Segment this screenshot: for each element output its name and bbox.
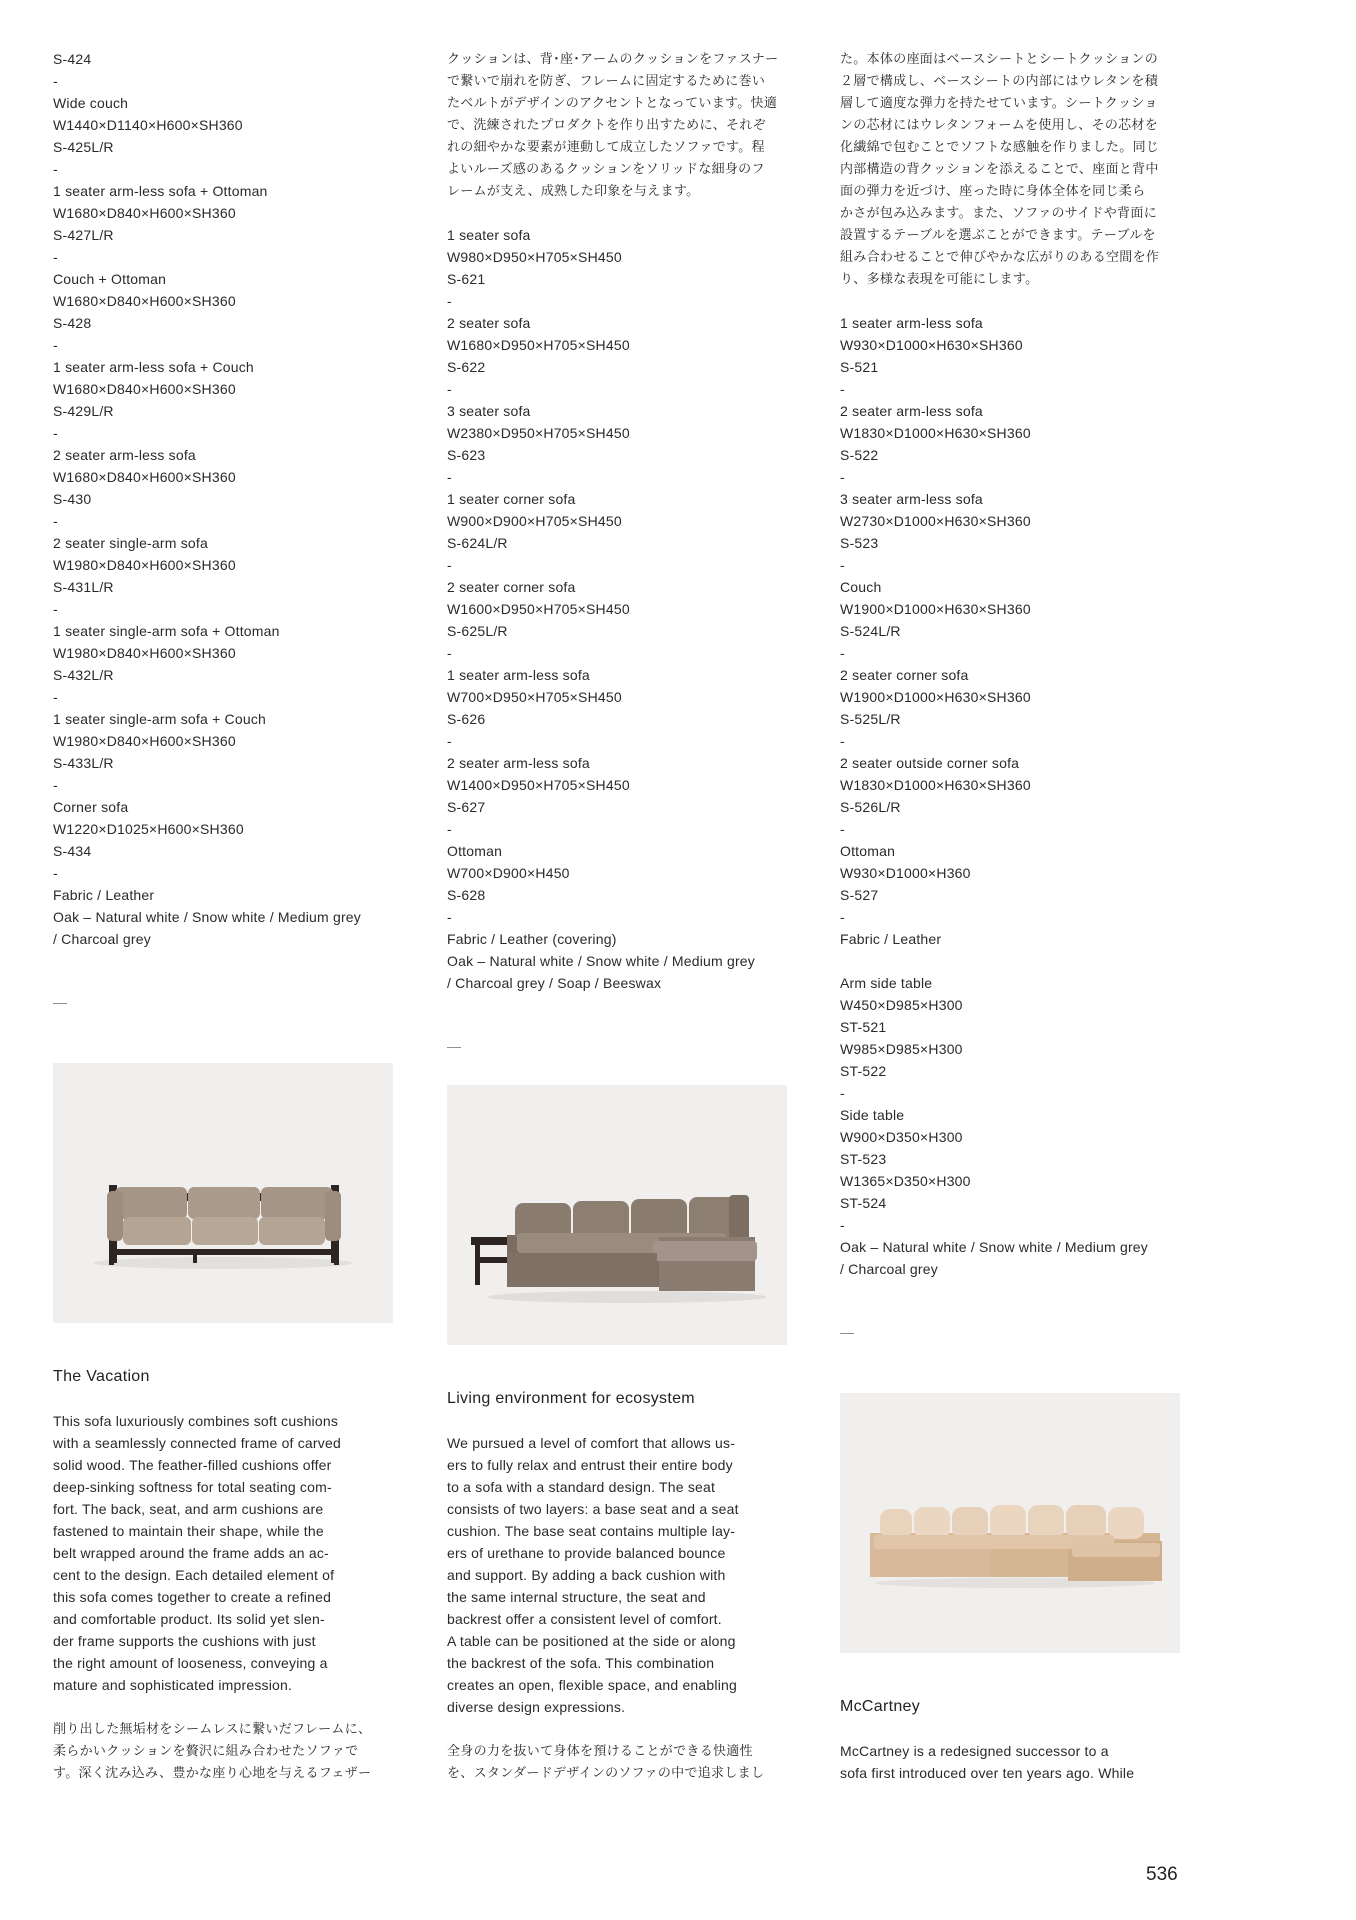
description-line: cushion. The base seat contains multiple lay- (447, 1523, 736, 1539)
spec-line: S-427L/R (53, 227, 114, 243)
spec-line: W1830×D1000×H630×SH360 (840, 425, 1031, 441)
spec-line: W985×D985×H300 (840, 1041, 963, 1057)
page-number: 536 (1146, 1864, 1178, 1885)
spec-line: - (53, 425, 58, 441)
spec-line: Fabric / Leather (840, 931, 942, 947)
description-line-jp: クッションは、背･座･アームのクッションをファスナー (447, 51, 779, 66)
spec-line: - (447, 733, 452, 749)
spec-line: S-522 (840, 447, 879, 463)
spec-line: - (447, 557, 452, 573)
table-spec-list (840, 972, 1185, 1280)
product-description (447, 1432, 792, 1784)
description-line: McCartney is a redesigned successor to a (840, 1743, 1109, 1759)
spec-line: W700×D950×H705×SH450 (447, 689, 622, 705)
description-line: This sofa luxuriously combines soft cushions (53, 1413, 339, 1429)
japanese-description (53, 1718, 398, 1784)
product-photo-mccartney (840, 1393, 1180, 1653)
spec-line: Ottoman (840, 843, 896, 859)
spec-line: S-433L/R (53, 755, 114, 771)
section-separator: — (840, 1324, 854, 1340)
description-line-jp: 削り出した無垢材をシームレスに繋いだフレームに、 (53, 1721, 372, 1736)
spec-line: - (840, 909, 845, 925)
spec-line: 2 seater corner sofa (840, 667, 969, 683)
spec-line: - (447, 909, 452, 925)
spec-line: - (447, 821, 452, 837)
spec-line: S-622 (447, 359, 486, 375)
spec-line: 2 seater sofa (447, 315, 531, 331)
spec-line: S-524L/R (840, 623, 901, 639)
product-title: Living environment for ecosystem (447, 1390, 695, 1407)
spec-line: ST-523 (840, 1151, 887, 1167)
spec-list (840, 312, 1185, 950)
spec-line: W1980×D840×H600×SH360 (53, 645, 236, 661)
description-line: the right amount of looseness, conveying a (53, 1655, 328, 1671)
spec-line: 1 seater corner sofa (447, 491, 576, 507)
description-line: fastened to maintain their shape, while the (53, 1523, 324, 1539)
spec-line: W1900×D1000×H630×SH360 (840, 601, 1031, 617)
spec-line: S-431L/R (53, 579, 114, 595)
spec-line: 1 seater arm-less sofa + Couch (53, 359, 254, 375)
description-line-jp: す。深く沈み込み、豊かな座り心地を与えるフェザー (53, 1765, 372, 1780)
spec-line: S-521 (840, 359, 879, 375)
spec-line: Oak – Natural white / Snow white / Medium grey (840, 1239, 1148, 1255)
spec-line: S-432L/R (53, 667, 114, 683)
spec-line: S-429L/R (53, 403, 114, 419)
description-line: creates an open, flexible space, and enabling (447, 1677, 737, 1693)
spec-line: Fabric / Leather (53, 887, 155, 903)
description-line-jp: かさが包み込みます。また、ソファのサイドや背面に (840, 205, 1157, 220)
japanese-description (447, 1740, 792, 1784)
spec-line: W1680×D840×H600×SH360 (53, 205, 236, 221)
spec-line: ST-522 (840, 1063, 887, 1079)
spec-line: - (840, 1217, 845, 1233)
spec-line: W1980×D840×H600×SH360 (53, 557, 236, 573)
spec-line: - (840, 733, 845, 749)
spec-line: Oak – Natural white / Snow white / Medium grey (53, 909, 361, 925)
description-line: A table can be positioned at the side or along (447, 1633, 736, 1649)
spec-line: 1 seater arm-less sofa (447, 667, 590, 683)
spec-list (447, 224, 792, 994)
spec-line: - (447, 293, 452, 309)
spec-line: Side table (840, 1107, 905, 1123)
description-line-jp: を、スタンダードデザインのソファの中で追求しまし (447, 1765, 765, 1780)
description-line: ers to fully relax and entrust their entire body (447, 1457, 733, 1473)
spec-line: S-627 (447, 799, 486, 815)
description-line-jp: よいルーズ感のあるクッションをソリッドな細身のフ (447, 161, 765, 176)
spec-line: / Charcoal grey / Soap / Beeswax (447, 975, 662, 991)
spec-line: W1600×D950×H705×SH450 (447, 601, 630, 617)
description-line-jp: 設置するテーブルを選ぶことができます。テーブルを (840, 227, 1156, 242)
spec-line: S-434 (53, 843, 92, 859)
spec-line: - (53, 777, 58, 793)
spec-line: W1900×D1000×H630×SH360 (840, 689, 1031, 705)
column-3 (840, 48, 1185, 1346)
spec-line: W930×D1000×H360 (840, 865, 971, 881)
spec-line: - (840, 381, 845, 397)
spec-line: 2 seater arm-less sofa (447, 755, 590, 771)
description-line-jp: 化繊綿で包むことでソフトな感触を作りました。同じ (840, 139, 1160, 154)
spec-line: 2 seater arm-less sofa (53, 447, 196, 463)
spec-line: - (840, 1085, 845, 1101)
spec-line: W900×D900×H705×SH450 (447, 513, 622, 529)
spec-line: W700×D900×H450 (447, 865, 570, 881)
description-line-jp: 全身の力を抜いて身体を預けることができる快適性 (447, 1743, 753, 1758)
spec-line: Wide couch (53, 95, 129, 111)
spec-line: W1980×D840×H600×SH360 (53, 733, 236, 749)
spec-line: W2380×D950×H705×SH450 (447, 425, 630, 441)
spec-line: W1680×D840×H600×SH360 (53, 469, 236, 485)
description-line-jp: ンの芯材にはウレタンフォームを使用し、その芯材を (840, 117, 1159, 132)
spec-line: 2 seater outside corner sofa (840, 755, 1020, 771)
description-line-jp: レームが支え、成熟した印象を与えます。 (447, 183, 700, 198)
description-line: cent to the design. Each detailed element of (53, 1567, 335, 1583)
spec-line: - (447, 381, 452, 397)
spec-line: 3 seater sofa (447, 403, 531, 419)
spec-line: ST-524 (840, 1195, 887, 1211)
spec-line: 1 seater arm-less sofa + Ottoman (53, 183, 268, 199)
description-line-jp: 層して適度な弾力を持たせています。シートクッショ (840, 95, 1158, 110)
description-line-jp: れの細やかな要素が連動して成立したソファです。程 (447, 139, 765, 154)
spec-line: S-624L/R (447, 535, 508, 551)
spec-line: W1365×D350×H300 (840, 1173, 971, 1189)
description-line: solid wood. The feather-filled cushions offer (53, 1457, 332, 1473)
description-line-jp: 面の弾力を近づけ、座った時に身体全体を同じ柔ら (840, 183, 1146, 198)
description-line: sofa first introduced over ten years ago. While (840, 1765, 1135, 1781)
product-description (840, 1740, 1185, 1784)
spec-line: S-527 (840, 887, 879, 903)
spec-line: S-526L/R (840, 799, 901, 815)
spec-line: S-628 (447, 887, 486, 903)
description-line: ers of urethane to provide balanced bounce (447, 1545, 726, 1561)
description-line: We pursued a level of comfort that allows us- (447, 1435, 736, 1451)
spec-line: 2 seater corner sofa (447, 579, 576, 595)
description-line-jp: 組み合わせることで伸びやかな広がりのある空間を作 (840, 249, 1160, 264)
english-description (53, 1410, 398, 1696)
description-line-jp: た。本体の座面はベースシートとシートクッションの (840, 51, 1159, 66)
product-title: McCartney (840, 1698, 921, 1715)
product-title: The Vacation (53, 1368, 150, 1385)
japanese-description-continued (840, 48, 1185, 290)
spec-line: W1680×D840×H600×SH360 (53, 293, 236, 309)
spec-line: - (53, 865, 58, 881)
spec-line: 2 seater arm-less sofa (840, 403, 983, 419)
spec-line: S-621 (447, 271, 486, 287)
spec-line: Corner sofa (53, 799, 129, 815)
spec-line: - (840, 557, 845, 573)
spec-line: Fabric / Leather (covering) (447, 931, 617, 947)
english-description (840, 1740, 1185, 1784)
spec-line: W1830×D1000×H630×SH360 (840, 777, 1031, 793)
description-line: backrest offer a consistent level of comfort. (447, 1611, 722, 1627)
description-line: consists of two layers: a base seat and a seat (447, 1501, 739, 1517)
spec-line: S-625L/R (447, 623, 508, 639)
section-separator: — (447, 1038, 461, 1054)
spec-line: Couch (840, 579, 882, 595)
description-line: deep-sinking softness for total seating com- (53, 1479, 332, 1495)
description-line: fort. The back, seat, and arm cushions are (53, 1501, 324, 1517)
description-line-jp: 柔らかいクッションを贅沢に組み合わせたソファで (53, 1743, 359, 1758)
spec-line: Oak – Natural white / Snow white / Medium grey (447, 953, 755, 969)
column-1 (53, 48, 398, 1016)
spec-line: - (447, 469, 452, 485)
spec-line: S-428 (53, 315, 92, 331)
description-line: this sofa comes together to create a refined (53, 1589, 332, 1605)
description-line-jp: で、洗練されたプロダクトを作り出すために、それぞ (447, 117, 766, 132)
spec-line: - (840, 469, 845, 485)
product-photo-the-vacation (53, 1063, 393, 1323)
spec-line: W1400×D950×H705×SH450 (447, 777, 630, 793)
spec-line: W1680×D840×H600×SH360 (53, 381, 236, 397)
spec-line: - (53, 249, 58, 265)
spec-line: - (53, 601, 58, 617)
spec-line: Ottoman (447, 843, 503, 859)
spec-line: - (53, 689, 58, 705)
description-line-jp: で繋いで崩れを防ぎ、フレームに固定するために巻い (447, 73, 766, 88)
spec-line: S-430 (53, 491, 92, 507)
spec-line: - (840, 821, 845, 837)
spec-line: 3 seater arm-less sofa (840, 491, 983, 507)
description-line: belt wrapped around the frame adds an ac- (53, 1545, 329, 1561)
spec-line: ST-521 (840, 1019, 887, 1035)
spec-line: - (840, 645, 845, 661)
description-line-jp: り、多様な表現を可能にします。 (840, 271, 1039, 286)
spec-line: - (447, 645, 452, 661)
description-line-jp: たベルトがデザインのアクセントとなっています。快適 (447, 95, 778, 110)
spec-line: 1 seater arm-less sofa (840, 315, 983, 331)
spec-line: W1680×D950×H705×SH450 (447, 337, 630, 353)
spec-line: W980×D950×H705×SH450 (447, 249, 622, 265)
description-line-jp: 内部構造の背クッションを添えることで、座面と背中 (840, 161, 1159, 176)
spec-line: Couch + Ottoman (53, 271, 167, 287)
description-line: the backrest of the sofa. This combination (447, 1655, 715, 1671)
spec-line: 1 seater single-arm sofa + Ottoman (53, 623, 280, 639)
spec-line: W1440×D1140×H600×SH360 (53, 117, 243, 133)
description-line: diverse design expressions. (447, 1699, 626, 1715)
spec-line: S-424 (53, 51, 92, 67)
description-line: the same internal structure, the seat and (447, 1589, 706, 1605)
spec-list (53, 48, 398, 950)
column-2 (447, 48, 792, 1060)
spec-line: - (53, 161, 58, 177)
english-description (447, 1432, 792, 1718)
spec-line: W1220×D1025×H600×SH360 (53, 821, 244, 837)
spec-line: 1 seater single-arm sofa + Couch (53, 711, 267, 727)
spec-line: - (53, 337, 58, 353)
spec-line: - (53, 513, 58, 529)
spec-line: W900×D350×H300 (840, 1129, 963, 1145)
spec-line: S-525L/R (840, 711, 901, 727)
spec-line: - (53, 73, 58, 89)
spec-line: S-523 (840, 535, 879, 551)
spec-line: / Charcoal grey (840, 1261, 938, 1277)
description-line: and comfortable product. Its solid yet slen- (53, 1611, 325, 1627)
spec-line: S-626 (447, 711, 486, 727)
product-description (53, 1410, 398, 1784)
japanese-description-continued (447, 48, 792, 202)
section-separator: — (53, 994, 67, 1010)
spec-line: / Charcoal grey (53, 931, 151, 947)
description-line: and support. By adding a back cushion with (447, 1567, 726, 1583)
spec-line: S-623 (447, 447, 486, 463)
description-line: der frame supports the cushions with just (53, 1633, 316, 1649)
description-line: to a sofa with a standard design. The seat (447, 1479, 716, 1495)
spec-line: W930×D1000×H630×SH360 (840, 337, 1023, 353)
product-photo-living-environment (447, 1085, 787, 1345)
spec-line: W2730×D1000×H630×SH360 (840, 513, 1031, 529)
description-line: mature and sophisticated impression. (53, 1677, 293, 1693)
description-line: with a seamlessly connected frame of carved (53, 1435, 341, 1451)
spec-line: Arm side table (840, 975, 933, 991)
spec-line: 1 seater sofa (447, 227, 531, 243)
spec-line: W450×D985×H300 (840, 997, 963, 1013)
description-line-jp: ２層で構成し、ベースシートの内部にはウレタンを積 (840, 73, 1159, 88)
spec-line: 2 seater single-arm sofa (53, 535, 208, 551)
spec-line: S-425L/R (53, 139, 114, 155)
